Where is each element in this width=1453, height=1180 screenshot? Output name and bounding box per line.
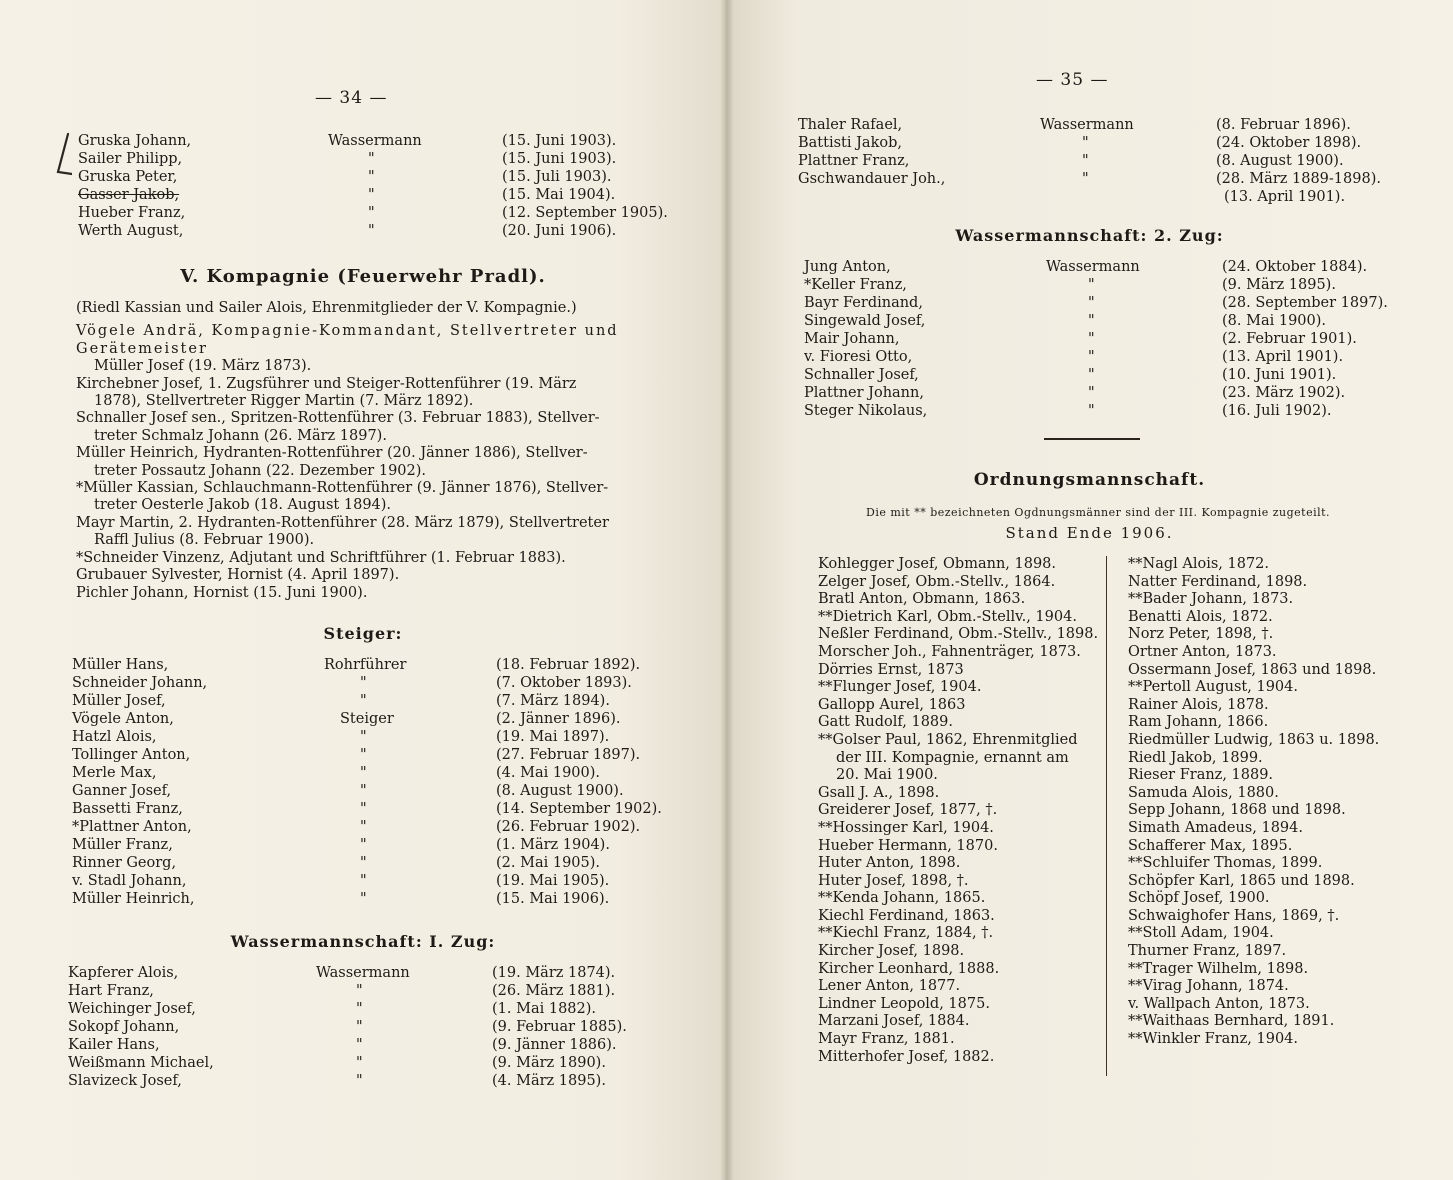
table-row: (13. April 1901). <box>1224 189 1346 205</box>
steiger-table <box>72 656 702 908</box>
table-row: Kapferer Alois, Wassermann (19. März 1874). <box>68 965 616 981</box>
table-row: Battisti Jakob, " (24. Oktober 1898). <box>798 135 1362 151</box>
list-item: **Trager Wilhelm, 1898. <box>1128 960 1309 977</box>
column-divider <box>1106 556 1107 1076</box>
table-row: Sokopf Johann, " (9. Februar 1885). <box>68 1019 627 1035</box>
list-item: **Waithaas Bernhard, 1891. <box>1128 1013 1335 1030</box>
ordnung-left-column <box>818 556 1102 1066</box>
list-item: *Müller Kassian, Schlauchmann-Rottenführer (9. Jänner 1876), Stellver- treter Oesterle Jakob (18. August 1894). <box>76 480 609 514</box>
list-item: Pichler Johann, Hornist (15. Juni 1900). <box>76 584 368 601</box>
table-row: Tollinger Anton, " (27. Februar 1897). <box>72 747 641 763</box>
stand-line: Stand Ende 1906. <box>1005 524 1174 542</box>
table-row: Rinner Georg, " (2. Mai 1905). <box>72 855 601 871</box>
list-item: Thurner Franz, 1897. <box>1128 943 1287 960</box>
table-row: Jung Anton, Wassermann (24. Oktober 1884). <box>804 259 1368 275</box>
table-row: Mair Johann, " (2. Februar 1901). <box>804 331 1357 347</box>
table-row: Ganner Josef, " (8. August 1900). <box>72 783 624 799</box>
list-item: Riedmüller Ludwig, 1863 u. 1898. <box>1128 731 1380 748</box>
table-row: Gruska Johann, Wassermann (15. Juni 1903). <box>78 133 617 149</box>
page-number: — 34 — <box>315 88 388 108</box>
list-item: Huter Anton, 1898. <box>818 855 961 872</box>
table-row: Werth August, " (20. Juni 1906). <box>78 223 617 239</box>
list-item: Riedl Jakob, 1899. <box>1128 749 1263 766</box>
list-item: Schnaller Josef sen., Spritzen-Rottenführer (3. Februar 1883), Stellver- treter Schmalz Johann (26. März 1897). <box>76 410 600 444</box>
list-item: **Pertoll August, 1904. <box>1128 679 1298 696</box>
kompanie-heading: V. Kompagnie (Feuerwehr Pradl). <box>180 266 546 287</box>
list-item: **Schluifer Thomas, 1899. <box>1128 855 1323 872</box>
table-row: Hueber Franz, " (12. September 1905). <box>78 205 668 221</box>
list-item: Kircher Leonhard, 1888. <box>818 960 1000 977</box>
table-row: Hart Franz, " (26. März 1881). <box>68 983 616 999</box>
list-item: Müller Heinrich, Hydranten-Rottenführer (20. Jänner 1886), Stellver- treter Possautz Johann (22. Dezember 1902). <box>76 445 588 479</box>
list-item: Gsall J. A., 1898. <box>818 784 940 801</box>
top-member-table <box>798 116 1438 206</box>
table-row: Müller Heinrich, " (15. Mai 1906). <box>72 891 610 907</box>
list-item: Rieser Franz, 1889. <box>1128 767 1274 784</box>
list-item: Neßler Ferdinand, Obm.-Stellv., 1898. <box>818 626 1099 643</box>
table-row: Plattner Johann, " (23. März 1902). <box>804 385 1346 401</box>
top-member-table <box>78 132 698 240</box>
list-item: Schwaighofer Hans, 1869, †. <box>1128 907 1340 924</box>
list-item: v. Wallpach Anton, 1873. <box>1128 995 1310 1012</box>
kompanie-officers <box>76 300 666 602</box>
list-item: Lindner Leopold, 1875. <box>818 995 990 1012</box>
list-item: Ortner Anton, 1873. <box>1128 643 1277 660</box>
left-page <box>0 0 726 1180</box>
list-item: **Golser Paul, 1862, Ehrenmitglied der III. Kompagnie, ernannt am <box>818 731 1078 766</box>
table-row: v. Stadl Johann, " (19. Mai 1905). <box>72 873 610 889</box>
table-row: v. Fioresi Otto, " (13. April 1901). <box>804 349 1344 365</box>
table-row: Bassetti Franz, " (14. September 1902). <box>72 801 662 817</box>
ordnung-right-column <box>1128 556 1438 1049</box>
list-item: **Virag Johann, 1874. <box>1128 978 1289 995</box>
zug2-heading: Wassermannschaft: 2. Zug: <box>955 226 1224 245</box>
table-row: Bayr Ferdinand, " (28. September 1897). <box>804 295 1388 311</box>
table-row: Müller Franz, " (1. März 1904). <box>72 837 610 853</box>
list-item: Morscher Joh., Fahnenträger, 1873. <box>818 643 1081 660</box>
list-item: **Winkler Franz, 1904. <box>1128 1031 1299 1048</box>
right-page <box>726 0 1453 1180</box>
list-item: **Kiechl Franz, 1884, †. <box>818 925 994 942</box>
list-item: Kohlegger Josef, Obmann, 1898. <box>818 556 1057 572</box>
table-row: Merle Max, " (4. Mai 1900). <box>72 765 601 781</box>
list-item: Natter Ferdinand, 1898. <box>1128 573 1308 590</box>
table-row: *Plattner Anton, " (26. Februar 1902). <box>72 819 641 835</box>
steiger-heading: Steiger: <box>323 624 403 643</box>
list-item: Zelger Josef, Obm.-Stellv., 1864. <box>818 573 1056 590</box>
list-item: Grubauer Sylvester, Hornist (4. April 1897). <box>76 567 400 584</box>
book-gutter <box>720 0 734 1180</box>
list-item: **Kenda Johann, 1865. <box>818 890 986 907</box>
list-item: Samuda Alois, 1880. <box>1128 784 1279 801</box>
ordnung-note: Die mit ** bezeichneten Ogdnungsmänner sind der III. Kompagnie zugeteilt. <box>866 506 1331 519</box>
list-item: Kiechl Ferdinand, 1863. <box>818 907 995 924</box>
list-item: Mayr Franz, 1881. <box>818 1031 955 1048</box>
list-item: Gatt Rudolf, 1889. <box>818 714 953 731</box>
zug1-table <box>68 964 698 1090</box>
table-row: Gschwandauer Joh., " (28. März 1889-1898). <box>798 171 1381 187</box>
list-item: Rainer Alois, 1878. <box>1128 696 1269 713</box>
ordnung-heading: Ordnungsmannschaft. <box>973 470 1206 490</box>
table-row: Slavizeck Josef, " (4. März 1895). <box>68 1073 606 1089</box>
zug1-heading: Wassermannschaft: I. Zug: <box>230 932 496 951</box>
table-row: Sailer Philipp, " (15. Juni 1903). <box>78 151 617 167</box>
table-row: Gasser Jakob, " (15. Mai 1904). <box>78 187 616 203</box>
list-item: **Flunger Josef, 1904. <box>818 679 982 696</box>
list-item: **Bader Johann, 1873. <box>1128 591 1294 608</box>
table-row: Müller Hans, Rohrführer (18. Februar 1892). <box>72 657 641 673</box>
section-divider <box>1044 438 1140 440</box>
table-row: Vögele Anton, Steiger (2. Jänner 1896). <box>72 711 621 727</box>
list-item: Kircher Josef, 1898. <box>818 943 965 960</box>
list-item: Mayr Martin, 2. Hydranten-Rottenführer (28. März 1879), Stellvertreter Raffl Julius (8. Februar 1900). <box>76 514 609 549</box>
list-item: Dörries Ernst, 1873 <box>818 661 964 678</box>
list-item: Greiderer Josef, 1877, †. <box>818 802 998 819</box>
list-item: Huter Josef, 1898, †. <box>818 872 969 889</box>
page-number: — 35 — <box>1036 70 1109 90</box>
list-item: Benatti Alois, 1872. <box>1128 608 1273 625</box>
table-row: *Keller Franz, " (9. März 1895). <box>804 277 1336 293</box>
list-item: *Schneider Vinzenz, Adjutant und Schriftführer (1. Februar 1883). <box>76 549 566 566</box>
list-item: **Dietrich Karl, Obm.-Stellv., 1904. <box>818 608 1077 625</box>
table-row: Singewald Josef, " (8. Mai 1900). <box>804 313 1327 329</box>
list-item: Norz Peter, 1898, †. <box>1128 626 1274 643</box>
list-item: **Nagl Alois, 1872. <box>1128 556 1270 572</box>
list-item: Hueber Hermann, 1870. <box>818 837 998 854</box>
table-row: Steger Nikolaus, " (16. Juli 1902). <box>804 403 1332 419</box>
list-item: Schöpf Josef, 1900. <box>1128 890 1270 907</box>
list-item: **Hossinger Karl, 1904. <box>818 819 994 836</box>
table-row: Weißmann Michael, " (9. März 1890). <box>68 1055 606 1071</box>
list-item: Mitterhofer Josef, 1882. <box>818 1048 995 1065</box>
list-item: Vögele Andrä, Kompagnie-Kommandant, Stellvertreter und Gerätemeister Müller Josef (19. März 1873). <box>76 323 619 375</box>
table-row: Gruska Peter, " (15. Juli 1903). <box>78 169 612 185</box>
list-item: Schöpfer Karl, 1865 und 1898. <box>1128 872 1355 889</box>
table-row: Kailer Hans, " (9. Jänner 1886). <box>68 1037 617 1053</box>
pencil-bracket-mark <box>52 132 72 176</box>
list-item: (Riedl Kassian und Sailer Alois, Ehrenmitglieder der V. Kompagnie.) <box>76 300 577 316</box>
table-row: Schneider Johann, " (7. Oktober 1893). <box>72 675 632 691</box>
table-row: Weichinger Josef, " (1. Mai 1882). <box>68 1001 597 1017</box>
list-item: Ossermann Josef, 1863 und 1898. <box>1128 661 1377 678</box>
table-row: Müller Josef, " (7. März 1894). <box>72 693 610 709</box>
list-item: Gallopp Aurel, 1863 <box>818 696 966 713</box>
table-row: Plattner Franz, " (8. August 1900). <box>798 153 1344 169</box>
list-item: Marzani Josef, 1884. <box>818 1013 970 1030</box>
list-item: **Stoll Adam, 1904. <box>1128 925 1274 942</box>
list-item: 20. Mai 1900. <box>836 767 938 784</box>
list-item: Schafferer Max, 1895. <box>1128 837 1293 854</box>
list-item: Lener Anton, 1877. <box>818 978 961 995</box>
list-item: Sepp Johann, 1868 und 1898. <box>1128 802 1346 819</box>
table-row: Schnaller Josef, " (10. Juni 1901). <box>804 367 1337 383</box>
list-item: Kirchebner Josef, 1. Zugsführer und Steiger-Rottenführer (19. März 1878), Stellvertreter Rigger Martin (7. März 1892). <box>76 375 577 410</box>
table-row: Thaler Rafael, Wassermann (8. Februar 1896). <box>798 117 1351 133</box>
zug2-table <box>804 258 1444 420</box>
list-item: Simath Amadeus, 1894. <box>1128 819 1303 836</box>
list-item: Bratl Anton, Obmann, 1863. <box>818 591 1026 608</box>
table-row: Hatzl Alois, " (19. Mai 1897). <box>72 729 610 745</box>
list-item: Ram Johann, 1866. <box>1128 714 1269 731</box>
